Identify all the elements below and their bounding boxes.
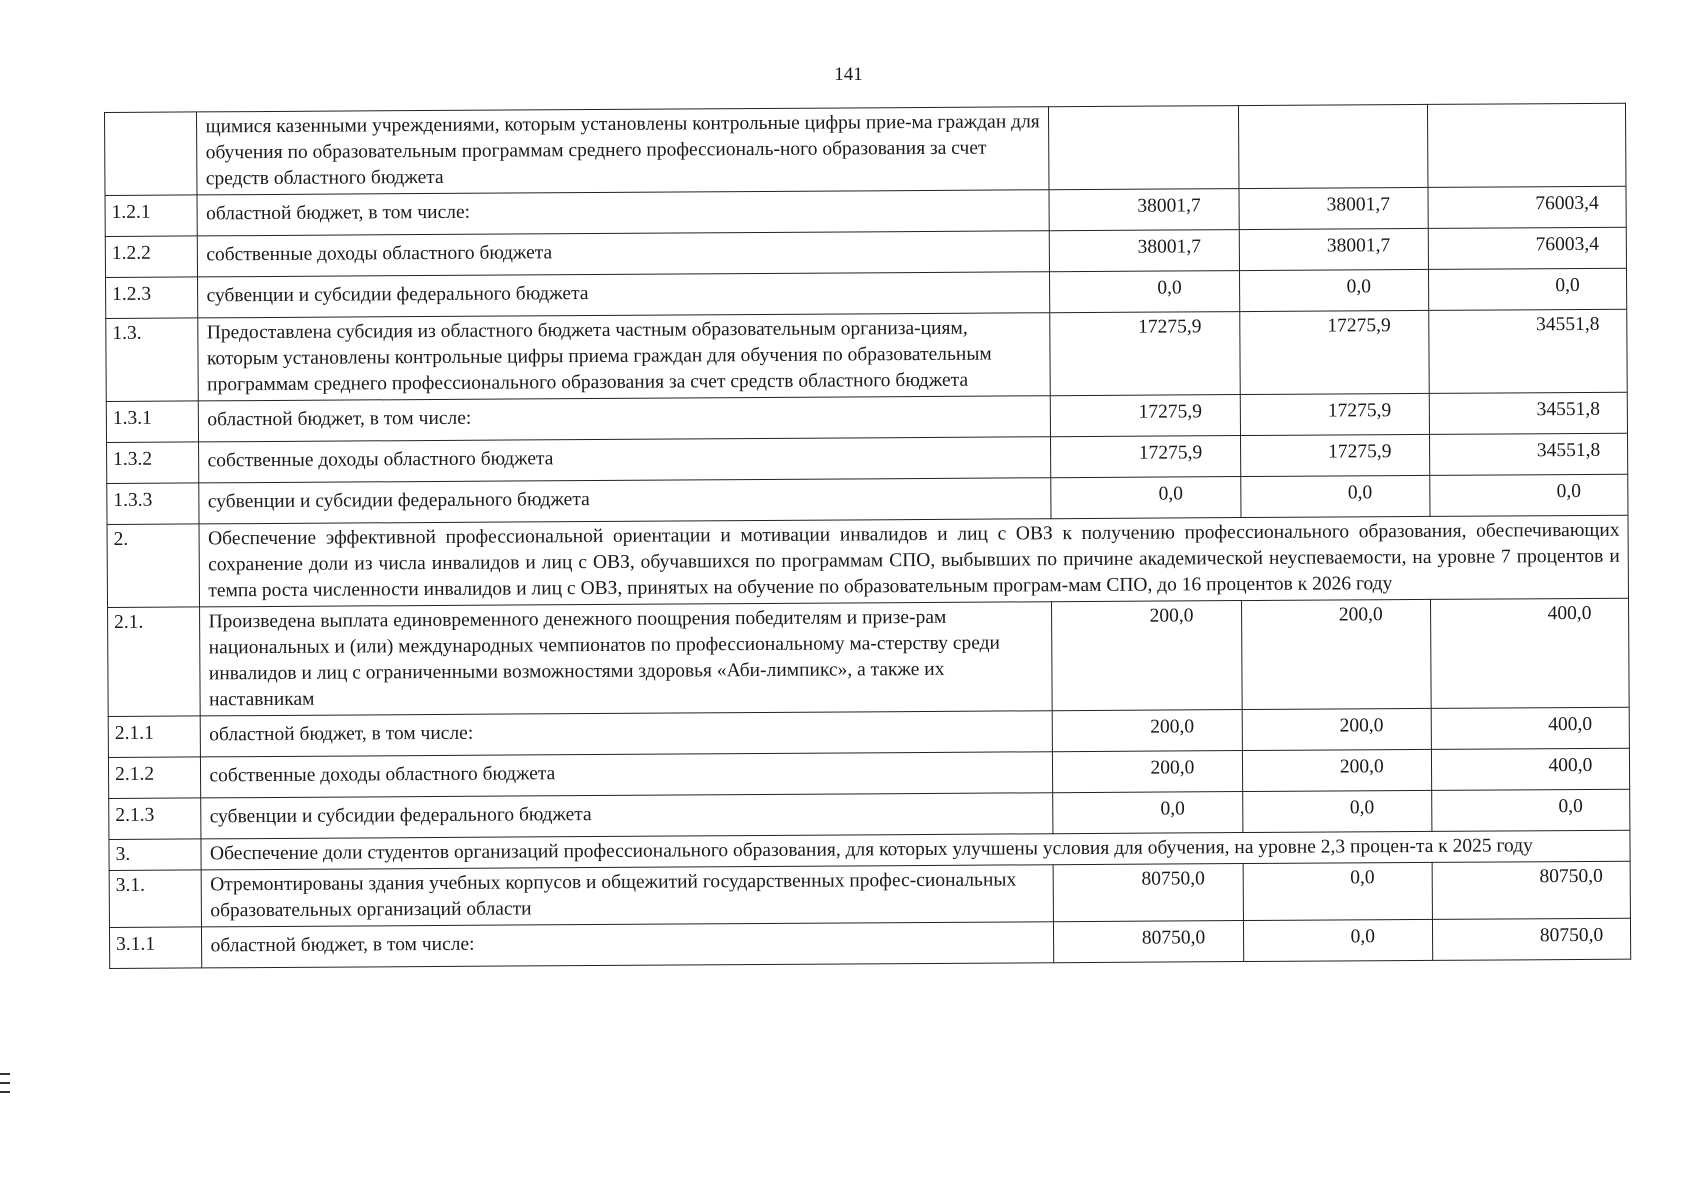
value-year-2: 0,0: [1243, 919, 1433, 961]
row-number: 2.1.1: [108, 716, 201, 758]
row-description: областной бюджет, в том числе:: [202, 922, 1054, 968]
value-total: 80750,0: [1432, 918, 1630, 960]
value-total: 0,0: [1428, 268, 1626, 310]
row-description: областной бюджет, в том числе:: [199, 396, 1051, 442]
section-number: 2.: [107, 524, 200, 608]
value-year-2: 17275,9: [1240, 434, 1430, 476]
value-year-1: 200,0: [1052, 601, 1242, 711]
row-description: Произведена выплата единовременного денежного поощрения победителям и призе-рам национальных и (или) международных чемпионатов по профессиональному ма-стерству среди инвалидов и лиц с ограниченными возможностями здоровья «Аби-лимпикс», а также их наставникам: [200, 602, 1052, 716]
value-year-2: 200,0: [1241, 599, 1431, 709]
value-year-1: 38001,7: [1049, 189, 1239, 231]
value-total: 76003,4: [1428, 227, 1626, 269]
row-number: 1.3.1: [106, 401, 199, 443]
section-description: Обеспечение эффективной профессиональной ориентации и мотивации инвалидов и лиц с ОВЗ к получению профессионального образования, обеспечивающих сохранение доли из числа инвалидов и лиц с ОВЗ, обучавшихся по программам СПО, выбывших по причине академической неуспеваемости, на уровне 7 процентов и темпа роста численности инвалидов и лиц с ОВЗ, принятых на обучение по образовательным програм-мам СПО, до 16 процентов к 2026 году: [199, 515, 1628, 607]
row-description: собственные доходы областного бюджета: [201, 752, 1053, 798]
value-year-2: 38001,7: [1239, 187, 1429, 229]
row-number: 1.3.3: [107, 483, 200, 525]
value-year-1: 0,0: [1050, 271, 1240, 313]
value-year-2: 38001,7: [1239, 228, 1429, 270]
value-total: 34551,8: [1429, 392, 1627, 434]
value-total: 0,0: [1432, 789, 1630, 831]
row-number: 3.1.1: [109, 927, 202, 969]
value-total: 400,0: [1431, 748, 1629, 790]
row-number: 2.1.3: [109, 798, 202, 840]
row-description: субвенции и субсидии федерального бюджета: [199, 478, 1051, 524]
row-number: 1.2.1: [105, 195, 198, 237]
table-row: [109, 861, 1630, 927]
value-total: 0,0: [1430, 474, 1628, 516]
table-row: [109, 918, 1630, 968]
budget-table: [104, 103, 1631, 969]
value-year-2: 0,0: [1243, 862, 1433, 920]
value-total: 400,0: [1430, 598, 1629, 708]
document-scan: [104, 103, 1631, 969]
value-year-2: 200,0: [1242, 749, 1432, 791]
value-total: 400,0: [1431, 707, 1629, 749]
value-total: [1427, 103, 1626, 187]
table-row: [106, 309, 1627, 401]
value-total: 34551,8: [1429, 433, 1627, 475]
margin-scan-mark: [0, 1073, 10, 1100]
budget-table-body: [105, 103, 1631, 968]
value-year-1: 0,0: [1053, 792, 1243, 834]
value-year-2: 0,0: [1242, 790, 1432, 832]
table-row: [105, 103, 1626, 195]
row-description: собственные доходы областного бюджета: [198, 231, 1050, 277]
value-year-1: 80750,0: [1054, 921, 1244, 963]
value-year-2: 17275,9: [1239, 310, 1429, 394]
row-description: собственные доходы областного бюджета: [199, 437, 1051, 483]
value-year-1: 17275,9: [1051, 395, 1241, 437]
page-number: 141: [834, 64, 863, 85]
section-row: [107, 515, 1628, 607]
row-number: 1.2.3: [106, 277, 199, 319]
row-description: щимися казенными учреждениями, которым установлены контрольные цифры прие-ма граждан для обучения по образовательным программам среднего профессиональ-ного образования за счет средств областного бюджета: [197, 107, 1049, 195]
row-number: 1.2.2: [105, 236, 198, 278]
row-description: субвенции и субсидии федерального бюджета: [201, 793, 1053, 839]
value-total: 76003,4: [1428, 186, 1626, 228]
row-description: субвенции и субсидии федерального бюджета: [198, 272, 1050, 318]
value-year-1: 200,0: [1052, 710, 1242, 752]
row-number: 1.3.: [106, 318, 199, 402]
row-description: Отремонтированы здания учебных корпусов и общежитий государственных профес-сиональных образовательных организаций области: [202, 865, 1054, 927]
value-year-1: 200,0: [1053, 751, 1243, 793]
value-year-1: 80750,0: [1053, 864, 1243, 922]
row-number: 1.3.2: [107, 442, 200, 484]
value-year-2: 0,0: [1240, 475, 1430, 517]
value-total: 34551,8: [1429, 309, 1628, 393]
row-description: областной бюджет, в том числе:: [197, 190, 1049, 236]
value-year-1: [1049, 106, 1239, 190]
row-number: 3.1.: [109, 870, 202, 928]
value-total: 80750,0: [1432, 861, 1630, 919]
value-year-1: 17275,9: [1050, 312, 1240, 396]
value-year-1: 38001,7: [1050, 230, 1240, 272]
section-description: Обеспечение доли студентов организаций профессионального образования, для которых улучшены условия для обучения, на уровне 2,3 процен-та к 2025 году: [201, 830, 1630, 870]
row-description: Предоставлена субсидия из областного бюджета частным образовательным организа-циям, которым установлены контрольные цифры приема граждан для обучения по образовательным программам среднего профессионального образования за счет средств областного бюджета: [198, 313, 1050, 401]
row-description: областной бюджет, в том числе:: [201, 711, 1053, 757]
value-year-1: 0,0: [1051, 477, 1241, 519]
value-year-2: 200,0: [1242, 708, 1432, 750]
row-number: [105, 112, 198, 196]
section-number: 3.: [109, 839, 202, 871]
value-year-2: 17275,9: [1240, 393, 1430, 435]
table-row: [108, 598, 1630, 716]
row-number: 2.1.2: [108, 757, 201, 799]
value-year-2: [1238, 104, 1428, 188]
value-year-2: 0,0: [1239, 269, 1429, 311]
row-number: 2.1.: [108, 607, 201, 717]
value-year-1: 17275,9: [1051, 436, 1241, 478]
